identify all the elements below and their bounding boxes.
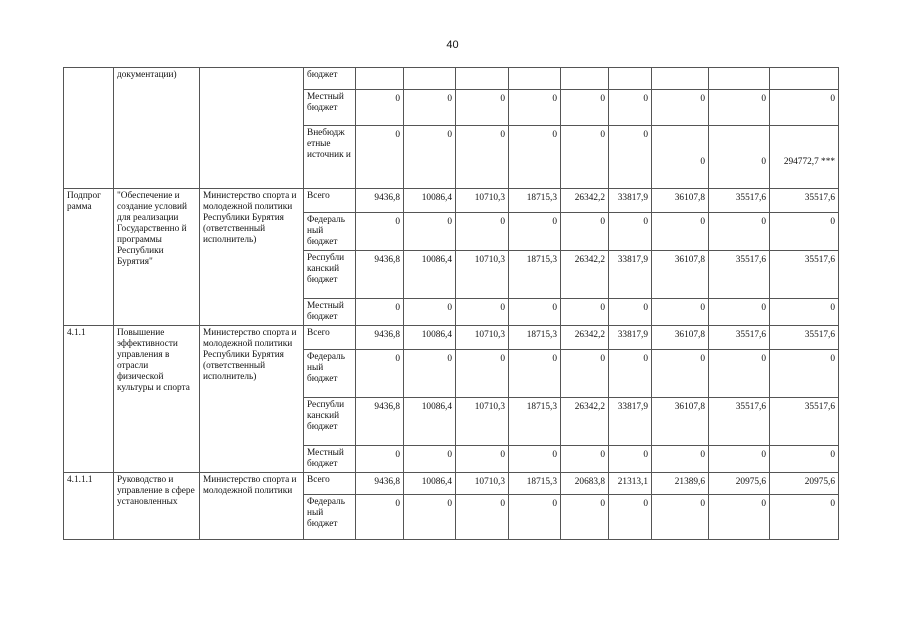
cell-value: 0 — [404, 298, 456, 325]
cell-name: документации) — [114, 68, 200, 189]
cell-value: 0 — [609, 298, 652, 325]
table-body — [64, 68, 839, 540]
cell-value: 0 — [456, 213, 509, 251]
cell-value: 0 — [561, 494, 609, 539]
cell-source: Всего — [304, 189, 356, 213]
cell-name: Повышение эффективности управления в отрасли физической культуры и спорта — [114, 325, 200, 472]
cell-value: 0 — [356, 90, 404, 126]
cell-value: 33817,9 — [609, 397, 652, 445]
cell-value: 0 — [404, 445, 456, 472]
cell-value: 0 — [356, 126, 404, 189]
cell-value: 35517,6 — [709, 325, 770, 349]
cell-value: 0 — [404, 213, 456, 251]
cell-value: 10086,4 — [404, 250, 456, 298]
table-row — [64, 325, 839, 349]
cell-value: 9436,8 — [356, 472, 404, 494]
cell-source: Внебюдж етные источник и — [304, 126, 356, 189]
cell-value: 18715,3 — [509, 397, 561, 445]
cell-source: Местный бюджет — [304, 445, 356, 472]
cell-value: 26342,2 — [561, 189, 609, 213]
cell-value: 0 — [509, 298, 561, 325]
cell-value: 0 — [509, 445, 561, 472]
cell-value: 36107,8 — [652, 250, 709, 298]
cell-value: 21389,6 — [652, 472, 709, 494]
cell-value: 18715,3 — [509, 250, 561, 298]
table-row — [64, 68, 839, 90]
cell-value: 0 — [770, 298, 839, 325]
cell-value: 10710,3 — [456, 472, 509, 494]
cell-value: 0 — [456, 494, 509, 539]
cell-code: Подпрог рамма — [64, 189, 114, 326]
cell-value: 0 — [561, 213, 609, 251]
cell-source: бюджет — [304, 68, 356, 90]
cell-value: 0 — [509, 90, 561, 126]
cell-source: Республи канский бюджет — [304, 397, 356, 445]
cell-value: 0 — [561, 298, 609, 325]
cell-value: 0 — [652, 445, 709, 472]
cell-value — [652, 68, 709, 90]
cell-value — [456, 68, 509, 90]
cell-value — [509, 68, 561, 90]
cell-value — [404, 68, 456, 90]
cell-resp: Министерство спорта и молодежной политики — [200, 472, 304, 539]
cell-value: 26342,2 — [561, 250, 609, 298]
cell-value — [356, 68, 404, 90]
cell-value: 0 — [609, 213, 652, 251]
cell-value: 0 — [356, 213, 404, 251]
cell-name: Руководство и управление в сфере установленных — [114, 472, 200, 539]
cell-value: 0 — [356, 494, 404, 539]
cell-value: 35517,6 — [770, 325, 839, 349]
cell-value: 20683,8 — [561, 472, 609, 494]
cell-value — [561, 68, 609, 90]
cell-value: 0 — [509, 494, 561, 539]
cell-code: 4.1.1.1 — [64, 472, 114, 539]
cell-resp: Министерство спорта и молодежной политики Республики Бурятия (ответственный исполнитель) — [200, 325, 304, 472]
cell-value: 0 — [652, 90, 709, 126]
cell-value: 0 — [404, 90, 456, 126]
cell-value: 0 — [652, 126, 709, 189]
cell-value: 35517,6 — [709, 189, 770, 213]
cell-source: Всего — [304, 325, 356, 349]
cell-value: 0 — [456, 90, 509, 126]
cell-code — [64, 68, 114, 189]
cell-value: 9436,8 — [356, 250, 404, 298]
cell-value: 0 — [456, 126, 509, 189]
cell-value: 35517,6 — [770, 189, 839, 213]
cell-value: 0 — [770, 90, 839, 126]
cell-value — [609, 68, 652, 90]
cell-value: 0 — [456, 298, 509, 325]
cell-value: 0 — [404, 126, 456, 189]
cell-value: 33817,9 — [609, 250, 652, 298]
cell-value: 0 — [770, 213, 839, 251]
cell-value: 35517,6 — [770, 397, 839, 445]
cell-value: 10086,4 — [404, 325, 456, 349]
cell-name: "Обеспечение и создание условий для реализации Государственно й программы Республики Бурятия" — [114, 189, 200, 326]
cell-value: 18715,3 — [509, 472, 561, 494]
cell-value: 35517,6 — [709, 397, 770, 445]
page-number: 40 — [446, 39, 459, 51]
cell-value: 10086,4 — [404, 472, 456, 494]
cell-value: 0 — [356, 445, 404, 472]
cell-value: 0 — [609, 126, 652, 189]
cell-value: 9436,8 — [356, 397, 404, 445]
cell-value: 0 — [356, 349, 404, 397]
cell-value: 20975,6 — [709, 472, 770, 494]
cell-value: 0 — [404, 494, 456, 539]
cell-source: Федераль ный бюджет — [304, 349, 356, 397]
cell-value: 0 — [770, 494, 839, 539]
cell-value: 0 — [509, 349, 561, 397]
cell-value: 10710,3 — [456, 189, 509, 213]
cell-value: 0 — [709, 298, 770, 325]
cell-value: 0 — [561, 349, 609, 397]
cell-value: 0 — [609, 90, 652, 126]
cell-value — [709, 68, 770, 90]
cell-value: 0 — [456, 349, 509, 397]
cell-code: 4.1.1 — [64, 325, 114, 472]
cell-value: 33817,9 — [609, 325, 652, 349]
cell-value: 33817,9 — [609, 189, 652, 213]
cell-value: 0 — [709, 349, 770, 397]
cell-value: 0 — [652, 349, 709, 397]
cell-value: 10086,4 — [404, 189, 456, 213]
cell-value: 0 — [509, 126, 561, 189]
cell-source: Федераль ный бюджет — [304, 213, 356, 251]
table-row — [64, 472, 839, 494]
cell-value: 9436,8 — [356, 189, 404, 213]
cell-value: 0 — [709, 90, 770, 126]
cell-value: 0 — [561, 445, 609, 472]
cell-value: 10710,3 — [456, 250, 509, 298]
cell-value: 0 — [404, 349, 456, 397]
cell-value: 0 — [609, 349, 652, 397]
cell-source: Всего — [304, 472, 356, 494]
cell-value: 10086,4 — [404, 397, 456, 445]
cell-value: 20975,6 — [770, 472, 839, 494]
cell-value: 26342,2 — [561, 397, 609, 445]
cell-value: 0 — [509, 213, 561, 251]
cell-value: 0 — [561, 90, 609, 126]
cell-value: 21313,1 — [609, 472, 652, 494]
cell-value: 0 — [561, 126, 609, 189]
cell-value: 0 — [609, 494, 652, 539]
cell-value: 0 — [609, 445, 652, 472]
cell-value: 9436,8 — [356, 325, 404, 349]
cell-value: 0 — [652, 494, 709, 539]
cell-value: 0 — [709, 126, 770, 189]
cell-value: 35517,6 — [770, 250, 839, 298]
cell-value: 10710,3 — [456, 325, 509, 349]
table-row — [64, 189, 839, 213]
cell-value: 0 — [770, 349, 839, 397]
cell-value: 18715,3 — [509, 189, 561, 213]
cell-value: 10710,3 — [456, 397, 509, 445]
cell-resp: Министерство спорта и молодежной политики Республики Бурятия (ответственный исполнитель) — [200, 189, 304, 326]
cell-value: 0 — [770, 445, 839, 472]
cell-source: Местный бюджет — [304, 90, 356, 126]
cell-value: 0 — [456, 445, 509, 472]
cell-value: 36107,8 — [652, 325, 709, 349]
cell-value: 36107,8 — [652, 397, 709, 445]
cell-value: 26342,2 — [561, 325, 609, 349]
cell-value: 0 — [709, 445, 770, 472]
cell-value: 18715,3 — [509, 325, 561, 349]
cell-value: 35517,6 — [709, 250, 770, 298]
cell-source: Республи канский бюджет — [304, 250, 356, 298]
cell-value: 36107,8 — [652, 189, 709, 213]
cell-resp — [200, 68, 304, 189]
cell-value: 294772,7 *** — [770, 126, 839, 189]
cell-source: Федераль ный бюджет — [304, 494, 356, 539]
budget-table — [63, 67, 839, 540]
cell-value: 0 — [652, 298, 709, 325]
cell-value — [770, 68, 839, 90]
cell-value: 0 — [709, 494, 770, 539]
cell-value: 0 — [652, 213, 709, 251]
cell-value: 0 — [709, 213, 770, 251]
cell-source: Местный бюджет — [304, 298, 356, 325]
cell-value: 0 — [356, 298, 404, 325]
